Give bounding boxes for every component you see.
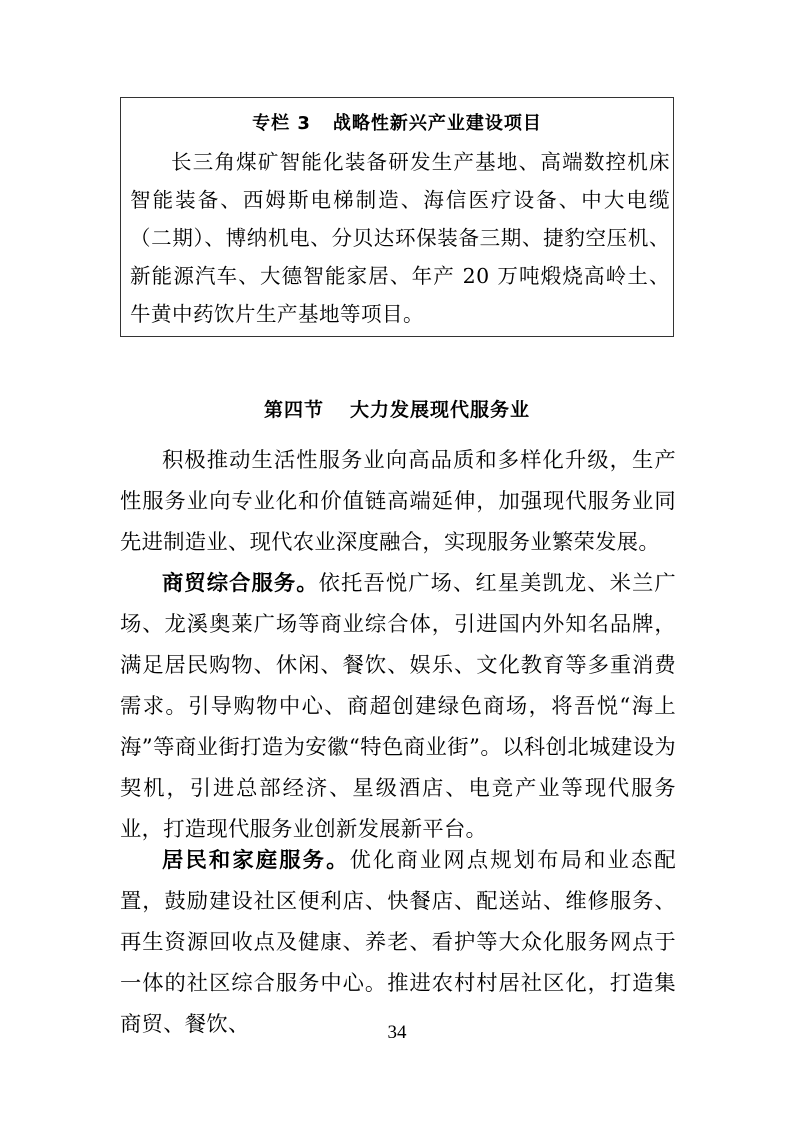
paragraph-text: 优化商业网点规划布局和业态配置，鼓励建设社区便利店、快餐店、配送站、维修服务、再生资源回收点及健康、养老、看护等大众化服务网点于一体的社区综合服务中心。推进农村村居社区化，打造集商贸、餐饮、 [120, 848, 677, 1037]
paragraph-lead: 商贸综合服务。 [162, 571, 319, 596]
paragraph-resident-services [120, 840, 676, 1045]
paragraph-intro [120, 440, 676, 563]
special-column-text: 长三角煤矿智能化装备研发生产基地、高端数控机床智能装备、西姆斯电梯制造、海信医疗设备、中大电缆（二期）、博纳机电、分贝达环保装备三期、捷豹空压机、新能源汽车、大德智能家居、年产 20 万吨煅烧高岭土、牛黄中药饮片生产基地等项目。 [130, 150, 670, 326]
special-column-title [121, 113, 673, 135]
page-number: 34 [387, 1022, 407, 1043]
paragraph-text: 依托吾悦广场、红星美凯龙、米兰广场、龙溪奥莱广场等商业综合体，引进国内外知名品牌，满足居民购物、休闲、餐饮、娱乐、文化教育等多重消费需求。引导购物中心、商超创建绿色商场，将吾悦“海上海”等商业街打造为安徽“特色商业街”。以科创北城建设为契机，引进总部经济、星级酒店、电竞产业等现代服务业，打造现代服务业创新发展新平台。 [120, 571, 676, 842]
special-column-label: 专栏 3 [252, 113, 311, 134]
section-title: 大力发展现代服务业 [350, 399, 531, 421]
special-column-heading: 战略性新兴产业建设项目 [332, 113, 542, 134]
paragraph-lead: 居民和家庭服务。 [162, 848, 350, 873]
paragraph-commerce-services [120, 563, 676, 850]
special-column-box [120, 97, 674, 337]
section-number: 第四节 [263, 399, 324, 421]
paragraph-text: 积极推动生活性服务业向高品质和多样化升级，生产性服务业向专业化和价值链高端延伸，加强现代服务业同先进制造业、现代农业深度融合，实现服务业繁荣发展。 [120, 448, 676, 555]
section-heading [0, 398, 794, 422]
